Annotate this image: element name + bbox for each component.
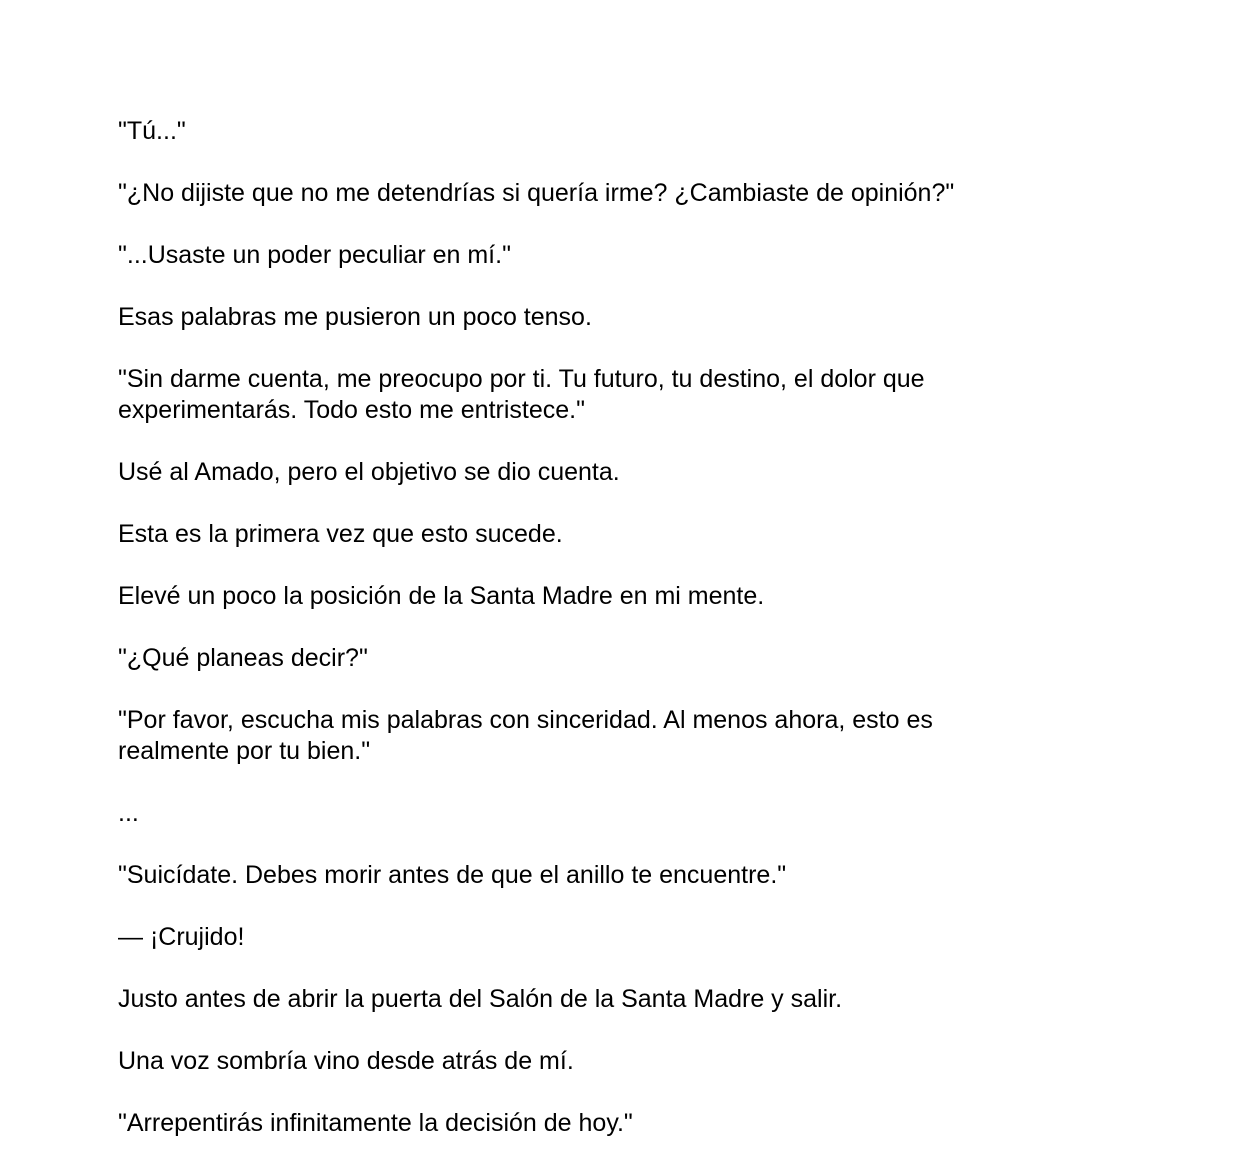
paragraph: "Arrepentirás infinitamente la decisión de hoy." bbox=[118, 1109, 633, 1137]
document-body bbox=[118, 116, 1038, 1170]
paragraph: Usé al Amado, pero el objetivo se dio cuenta. bbox=[118, 458, 620, 486]
paragraph: Esas palabras me pusieron un poco tenso. bbox=[118, 303, 592, 331]
paragraph: "...Usaste un poder peculiar en mí." bbox=[118, 241, 511, 269]
paragraph: "¿No dijiste que no me detendrías si quería irme? ¿Cambiaste de opinión?" bbox=[118, 179, 955, 207]
paragraph: "Por favor, escucha mis palabras con sinceridad. Al menos ahora, esto es realmente por tu bien." bbox=[118, 706, 933, 765]
paragraph: "Sin darme cuenta, me preocupo por ti. Tu futuro, tu destino, el dolor que experimentarás. Todo esto me entristece." bbox=[118, 365, 925, 424]
paragraph: "Tú..." bbox=[118, 117, 186, 145]
paragraph: Justo antes de abrir la puerta del Salón de la Santa Madre y salir. bbox=[118, 985, 843, 1013]
paragraph: "Suicídate. Debes morir antes de que el anillo te encuentre." bbox=[118, 861, 787, 889]
paragraph: — ¡Crujido! bbox=[118, 923, 245, 951]
paragraph: Una voz sombría vino desde atrás de mí. bbox=[118, 1047, 574, 1075]
paragraph: "¿Qué planeas decir?" bbox=[118, 644, 368, 672]
paragraph: ... bbox=[118, 799, 139, 827]
paragraph: Elevé un poco la posición de la Santa Madre en mi mente. bbox=[118, 582, 765, 610]
paragraph: Esta es la primera vez que esto sucede. bbox=[118, 520, 563, 548]
